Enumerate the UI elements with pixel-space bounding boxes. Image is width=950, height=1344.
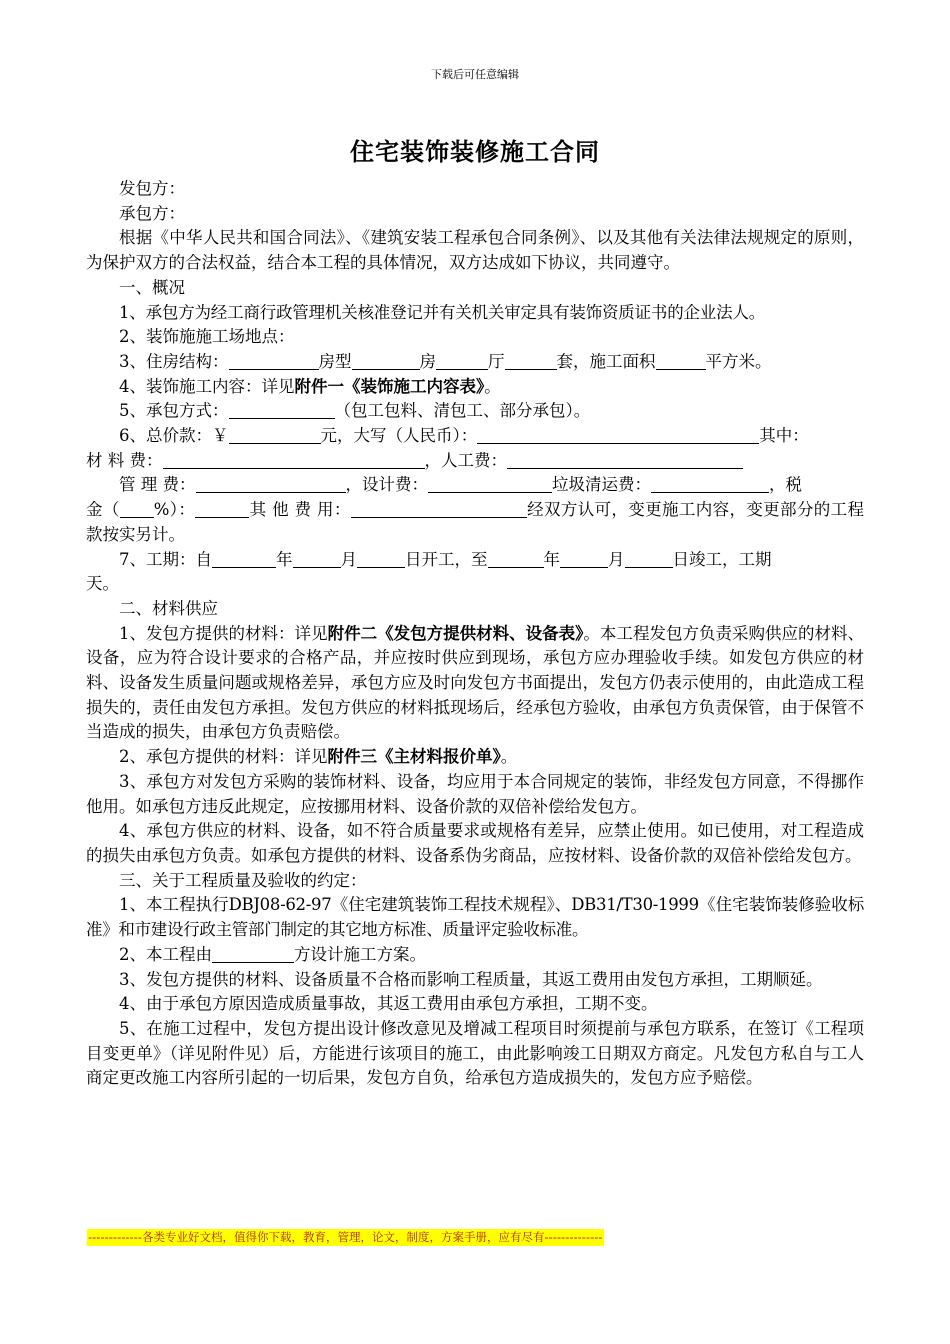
document-title: 住宅装饰装修施工合同 [350,137,600,166]
garbage-fee-label: 垃圾清运费： [552,475,651,495]
tax-label-end: 金（ [86,500,120,520]
clause-2-1-label: 1、发包方提供的材料：详见 [119,623,328,643]
party-a-line: 发包方： [119,179,185,198]
clause-1-3-room-type: 房型 [318,351,352,371]
blank-end-year [488,549,544,568]
labor-fee-label: ，人工费： [424,450,507,470]
clause-1-7 [86,548,864,573]
blank-other-fee [351,499,527,518]
blank-end-day [625,549,673,568]
start-year-label: 年 [276,549,293,569]
start-day-label: 日开工，至 [405,549,488,569]
clause-1-7-label: 7、工期：自 [119,549,212,569]
management-fee-label: 管 理 费： [119,475,196,495]
blank-tax-rate [120,499,154,518]
clause-1-6-label: 6、总价款：￥ [119,426,229,446]
tax-label-start: ，税 [769,475,802,495]
contract-body [86,177,864,1091]
design-fee-label: ，设计费： [345,475,428,495]
clause-3-3: 3、发包方提供的材料、设备质量不合格而影响工程质量，其返工费用由发包方承担，工期顺延。 [119,969,823,989]
clause-1-3-unit: 平方米。 [705,351,772,371]
blank-halls [505,351,557,370]
blank-contract-mode [229,400,335,419]
blank-garbage-fee [651,474,769,493]
clause-3-4: 4、由于承包方原因造成质量事故，其返工费用由承包方承担，工期不变。 [119,994,658,1014]
clause-1-4-label: 4、装饰施工内容：详见 [119,376,295,396]
blank-structure [229,351,319,370]
blank-tax [195,499,249,518]
clause-2-1 [86,622,864,746]
blank-material-fee [163,450,425,469]
clause-1-3-rooms: 房 [419,351,436,371]
clause-3-2 [86,943,864,968]
clause-3-2-text: 方设计施工方案。 [294,944,426,964]
clause-2-4: 4、承包方供应的材料、设备，如不符合质量要求或规格有差异，应禁止使用。如已使用，对工程造成的损失由承包方负责。如承包方提供的材料、设备系伪劣商品，应按材料、设备价款的双倍补偿给发包方。 [86,821,864,865]
clause-1-4-end: 。 [484,376,501,396]
blank-rooms [436,351,488,370]
clause-1-6-tax-line [86,498,864,547]
start-month-label: 月 [340,549,357,569]
blank-start-day [357,549,405,568]
blank-labor-fee [507,450,743,469]
appendix-2-ref: 附件二《发包方提供材料、设备表》 [327,623,584,643]
intro-paragraph: 根据《中华人民共和国合同法》、《建筑安装工程承包合同条例》、以及其他有关法律法规规定的原则，为保护双方的合法权益，结合本工程的具体情况，双方达成如下协议，共同遵守。 [86,228,864,273]
blank-management-fee [196,474,346,493]
footer-banner: -------------各类专业好文档，值得你下载，教育，管理，论文，制度，方案手册，应有尽有-------------- [88,1230,603,1244]
other-fee-label: 其 他 费 用： [249,500,351,520]
clause-1-5 [86,399,864,424]
clause-1-3-halls: 厅 [488,351,505,371]
blank-area [656,351,706,370]
clause-1-6-change-note: 经双方认可，变更施工内容，变更部分的工程款按实另计。 [86,500,864,544]
clause-2-2 [86,745,864,770]
section-1-heading: 一、概况 [119,277,185,297]
blank-total-price [229,425,321,444]
clause-1-7-days: 天。 [86,574,119,594]
clause-3-1: 1、本工程执行DBJ08-62-97《住宅建筑装饰工程技术规程》、DB31/T30-1999《住宅装饰装修验收标准》和市建设行政主管部门制定的其它地方标准、质量评定验收标准。 [86,895,864,940]
blank-start-month [293,549,341,568]
clause-3-2-label: 2、本工程由 [119,944,212,964]
blank-room-type [352,351,420,370]
clause-1-1: 1、承包方为经工商行政管理机关核准登记并有关机关审定具有装饰资质证书的企业法人。 [119,302,765,322]
party-b-line: 承包方： [119,203,185,223]
appendix-3-ref: 附件三《主材料报价单》 [327,747,501,767]
blank-end-month [560,549,608,568]
tax-percent-label: %）： [153,500,196,520]
material-fee-label: 材 料 费： [86,450,163,470]
clause-1-3-area-label: 套，施工面积 [556,351,656,371]
blank-start-year [212,549,276,568]
blank-design-party [212,944,294,963]
clause-1-2: 2、装饰施施工场地点： [119,327,295,347]
clause-1-5-label: 5、承包方式： [119,401,229,421]
section-2-heading: 二、材料供应 [119,598,218,618]
clause-3-5: 5、在施工过程中，发包方提出设计修改意见及增减工程项目时须提前与承包方联系，在签订《工程项目变更单》（详见附件见）后，方能进行该项目的施工，由此影响竣工日期双方商定。凡发包方私自与工人商定更改施工内容所引起的一切后果，发包方自负，给承包方造成损失的，发包方应予赔偿。 [86,1018,864,1088]
clause-2-2-label: 2、承包方提供的材料：详见 [119,747,328,767]
clause-1-4 [86,375,864,400]
end-month-label: 月 [608,549,625,569]
blank-design-fee [428,474,552,493]
header-note: 下载后可任意编辑 [431,68,519,81]
clause-2-1-text: 。本工程发包方负责采购供应的材料、设备，应为符合设计要求的合格产品，并应按时供应到现场，承包方应办理验收手续。如发包方供应的材料、设备发生质量问题或规格差异，承包方应及时向发包方书面提出，发包方仍表示使用的，由此造成工程损失的，责任由发包方承担。发包方供应的材料抵现场后，经承包方验收，由承包方负责保管，由于保管不当造成的损失，由承包方负责赔偿。 [86,623,865,742]
clause-2-3: 3、承包方对发包方采购的装饰材料、设备，均应用于本合同规定的装饰，非经发包方同意，不得挪作他用。如承包方违反此规定，应按挪用材料、设备价款的双倍补偿给发包方。 [86,771,864,816]
blank-total-words [477,425,759,444]
clause-1-3-label: 3、住房结构： [119,351,229,371]
end-year-label: 年 [543,549,560,569]
section-3-heading: 三、关于工程质量及验收的约定： [119,870,367,890]
end-day-label: 日竣工，工期 [672,549,772,569]
clause-1-6-of-which: 其中： [759,426,809,446]
clause-1-6-fees-line [86,473,864,498]
clause-1-6-materials-line [86,449,864,474]
clause-1-3 [86,350,864,375]
clause-1-5-options: （包工包料、清包工、部分承包）。 [334,401,591,421]
appendix-1-ref: 附件一《装饰施工内容表》 [294,376,485,396]
clause-2-2-end: 。 [500,747,518,767]
clause-1-6 [86,424,864,449]
clause-1-6-words: 元，大写（人民币）： [320,426,478,446]
